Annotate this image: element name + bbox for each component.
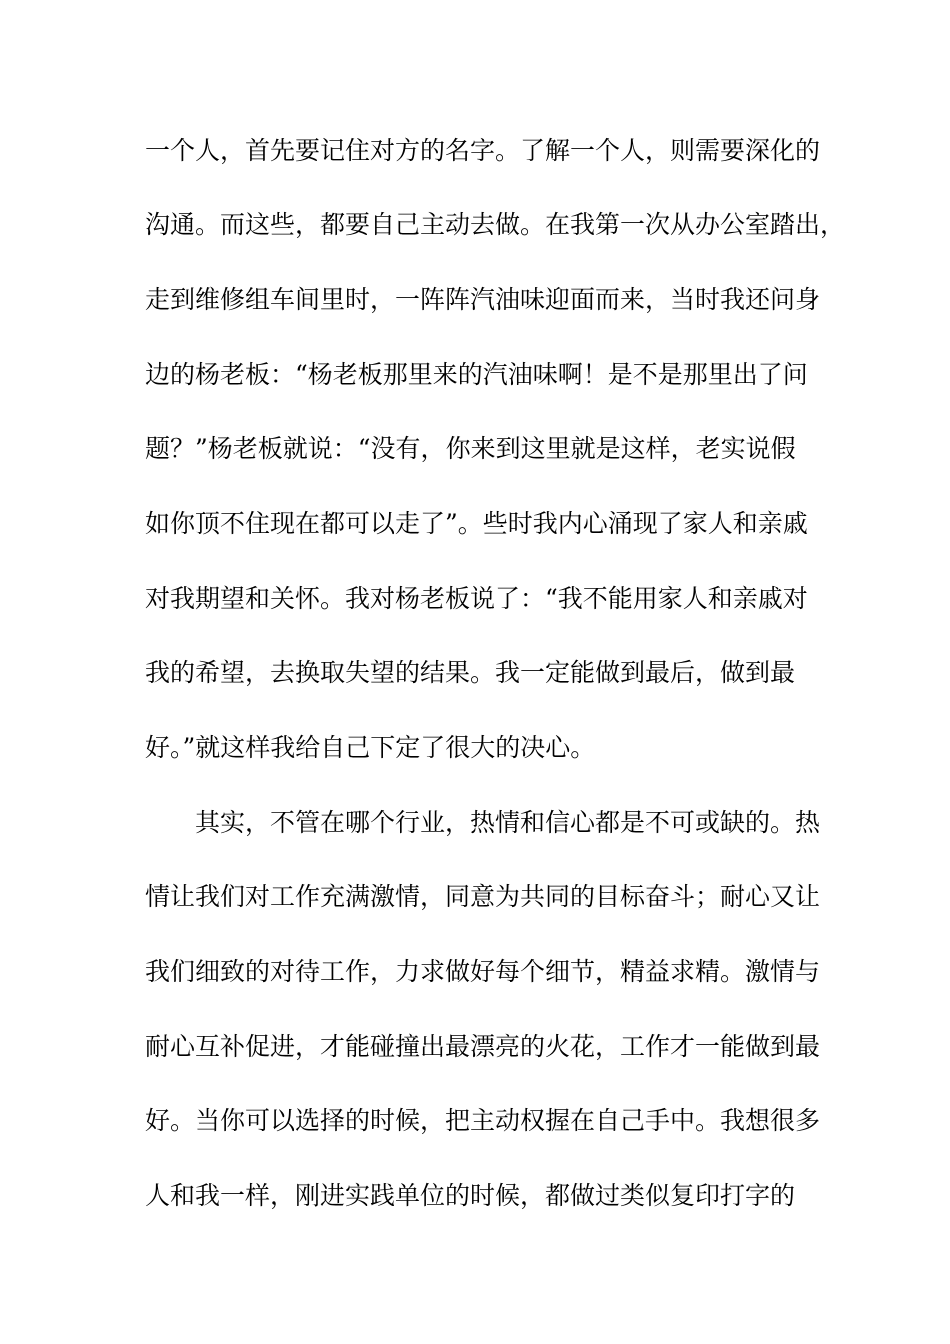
text-line: 我们细致的对待工作，力求做好每个细节，精益求精。激情与 — [145, 957, 821, 986]
text-line: 耐心互补促进，才能碰撞出最漂亮的火花，工作才一能做到最 — [145, 1032, 821, 1061]
text-line: 题？”杨老板就说：“没有，你来到这里就是这样，老实说假 — [145, 434, 796, 463]
text-line: 对我期望和关怀。我对杨老板说了：“我不能用家人和亲戚对 — [145, 584, 808, 613]
paragraph-first-line: 其实，不管在哪个行业，热情和信心都是不可或缺的。热 — [195, 808, 821, 837]
text-line: 一个人，首先要记住对方的名字。了解一个人，则需要深化的 — [145, 136, 821, 165]
text-line: 我的希望，去换取失望的结果。我一定能做到最后，做到最 — [145, 658, 796, 687]
text-line: 情让我们对工作充满激情，同意为共同的目标奋斗；耐心又让 — [145, 882, 821, 911]
text-line: 好。”就这样我给自己下定了很大的决心。 — [145, 733, 596, 762]
text-line: 走到维修组车间里时，一阵阵汽油味迎面而来，当时我还问身 — [145, 285, 821, 314]
text-line: 边的杨老板：“杨老板那里来的汽油味啊！是不是那里出了问 — [145, 360, 808, 389]
text-line: 好。当你可以选择的时候，把主动权握在自己手中。我想很多 — [145, 1106, 821, 1135]
text-line: 如你顶不住现在都可以走了”。些时我内心涌现了家人和亲戚 — [145, 509, 808, 538]
text-line: 人和我一样，刚进实践单位的时候，都做过类似复印打字的 — [145, 1181, 796, 1210]
text-line: 沟通。而这些，都要自己主动去做。在我第一次从办公室踏出， — [145, 210, 846, 239]
